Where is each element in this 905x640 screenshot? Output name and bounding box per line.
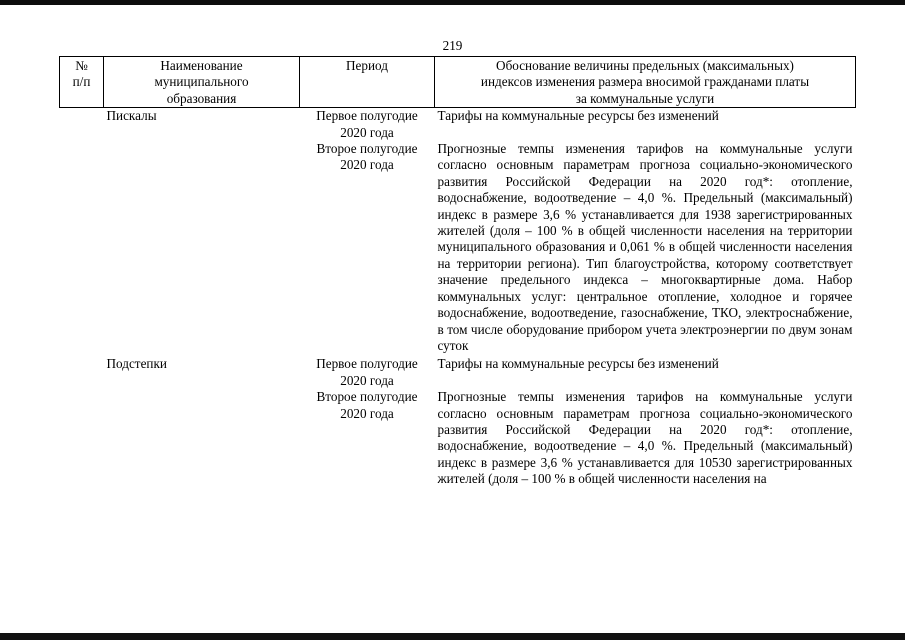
justification-text: Прогнозные темпы изменения тарифов на коммунальные услуги согласно основным параметрам прогноза социально-экономического развития Российской Федерации на 2020 год*: отопление, водоснабжение, водоотведение – 4,0 %. Предельный (максимальный) индекс в размере 3,6 % устанавливается для 1938 зарегистрированных жителей (доля – 100 % в общей численности населения на территории муниципального образования и 0,061 % в общей численности населения на территории региона). Тип благоустройства, которому соответствует значение предельного индекса – многоквартирные дома. Набор коммунальных услуг: центральное отопление, холодное и горячее водоснабжение, водоотведение, газоснабжение, ТКО, электроснабжение, в том числе оборудование прибором учета электроэнергии по двум зонам суток	[437, 141, 853, 353]
period-second-half: Второе полугодие 2020 года	[316, 389, 418, 421]
justification-text: Прогнозные темпы изменения тарифов на коммунальные услуги согласно основным параметрам прогноза социально-экономического развития Российской Федерации на 2020 год*: отопление, водоснабжение, водоотведение – 4,0 %. Предельный (максимальный) индекс в размере 3,6 % устанавливается для 10530 зарегистрированных жителей (доля – 100 % в общей численности населения на	[437, 389, 853, 487]
page-number: 219	[442, 38, 463, 53]
municipality-name: Пискалы	[106, 108, 157, 124]
header-period: Период	[300, 57, 435, 108]
header-municipality: Наименование муниципального образования	[104, 57, 300, 108]
row-number	[60, 356, 104, 389]
table-row	[60, 356, 856, 389]
period-first-half: Первое полугодие 2020 года	[316, 356, 418, 388]
table-row	[60, 141, 856, 354]
period-second-half: Второе полугодие 2020 года	[316, 141, 418, 173]
table-row	[60, 108, 856, 141]
tariff-index-table	[59, 56, 856, 488]
municipality-name: Подстепки	[106, 356, 167, 372]
header-justification: Обоснование величины предельных (максимальных) индексов изменения размера вносимой гражданами платы за коммунальные услуги	[435, 57, 856, 108]
justification-text: Тарифы на коммунальные ресурсы без изменений	[437, 356, 719, 372]
table-header-row	[60, 57, 856, 108]
period-first-half: Первое полугодие 2020 года	[316, 108, 418, 140]
scan-top-edge	[0, 0, 905, 5]
header-number: № п/п	[60, 57, 104, 108]
table-row	[60, 389, 856, 487]
scan-bottom-edge	[0, 633, 905, 640]
justification-text: Тарифы на коммунальные ресурсы без изменений	[437, 108, 719, 124]
row-number	[60, 108, 104, 141]
